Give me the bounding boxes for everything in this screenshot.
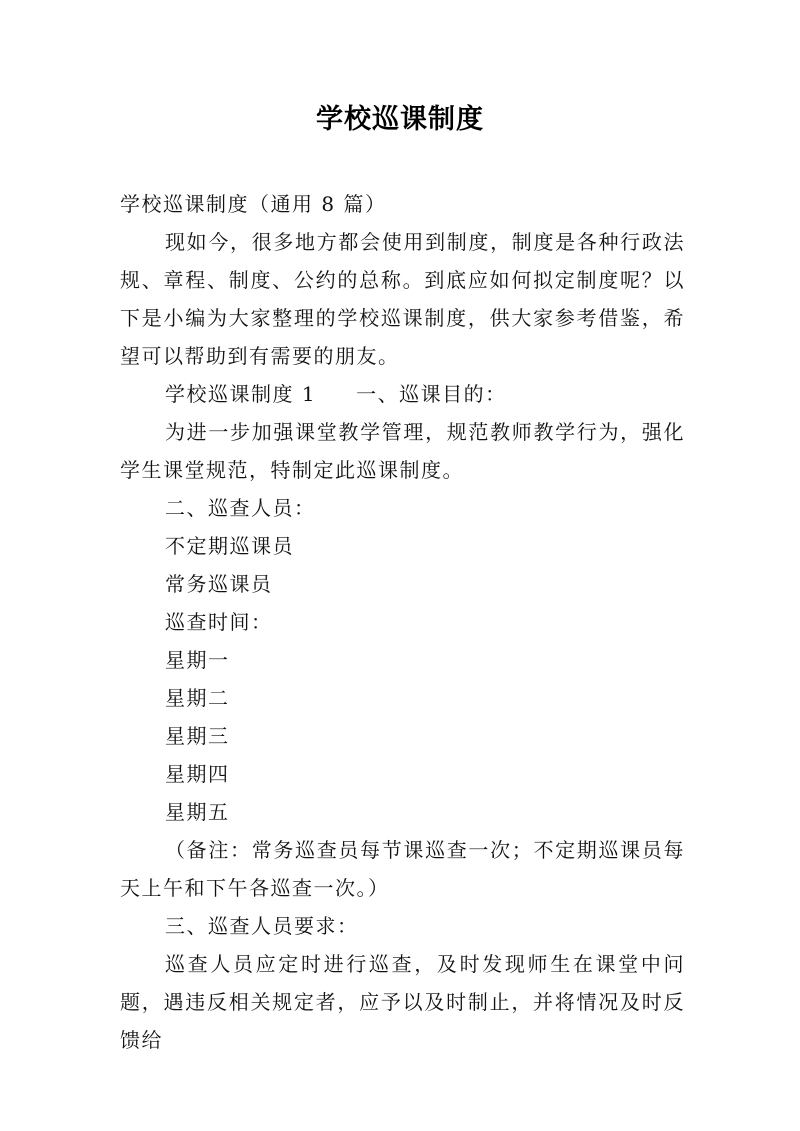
section-two-heading: 二、巡查人员： <box>165 496 316 520</box>
day-item: 星期四 <box>165 762 230 786</box>
purpose-paragraph: 为进一步加强课堂教学管理，规范教师教学行为，强化学生课堂规范，特制定此巡课制度。 <box>120 420 685 482</box>
document-subtitle: 学校巡课制度（通用 8 篇） <box>120 192 387 216</box>
time-heading: 巡查时间： <box>165 610 273 634</box>
intro-paragraph: 现如今，很多地方都会使用到制度，制度是各种行政法规、章程、制度、公约的总称。到底应如何拟定制度呢？以下是小编为大家整理的学校巡课制度，供大家参考借鉴，希望可以帮助到有需要的朋友。 <box>120 230 685 368</box>
day-item: 星期二 <box>165 686 230 710</box>
note-paragraph: （备注：常务巡查员每节课巡查一次；不定期巡课员每天上午和下午各巡查一次。） <box>120 838 685 900</box>
day-item: 星期一 <box>165 648 230 672</box>
section-heading: 学校巡课制度 1 <box>165 382 317 406</box>
day-item: 星期三 <box>165 724 230 748</box>
day-item: 星期五 <box>165 800 230 824</box>
document-body <box>120 185 685 1059</box>
document-title: 学校巡课制度 <box>316 104 484 135</box>
staff-item: 常务巡课员 <box>165 572 273 596</box>
staff-item: 不定期巡课员 <box>165 534 294 558</box>
requirement-paragraph: 巡查人员应定时进行巡查，及时发现师生在课堂中问题，遇违反相关规定者，应予以及时制止，并将情况及时反馈给 <box>120 952 685 1052</box>
section-one-heading: 一、巡课目的： <box>356 382 507 406</box>
section-three-heading: 三、巡查人员要求： <box>165 914 359 938</box>
section-heading-line <box>120 375 685 413</box>
